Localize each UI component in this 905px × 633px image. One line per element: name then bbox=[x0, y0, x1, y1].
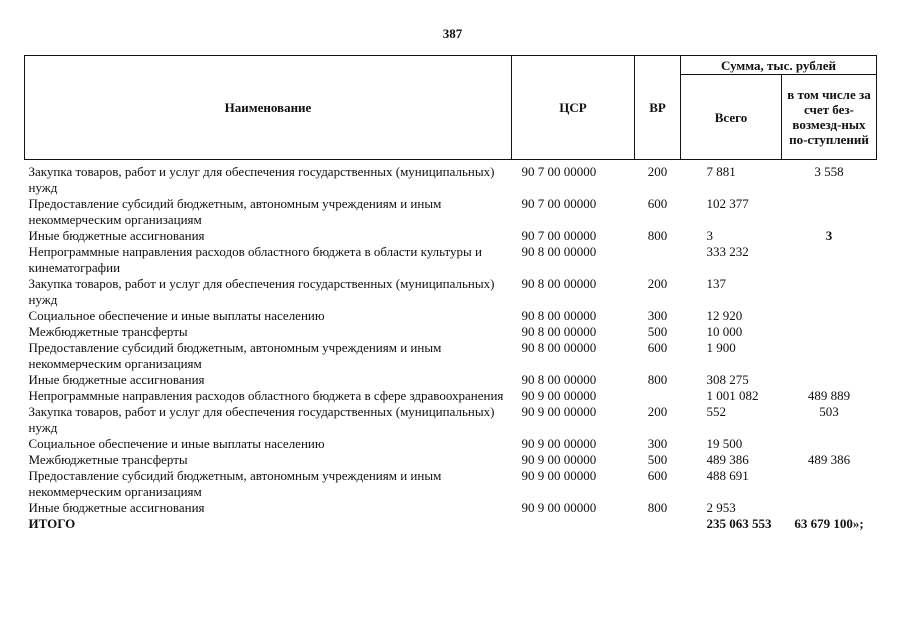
cell-free bbox=[782, 436, 877, 452]
cell-csr: 90 8 00 00000 bbox=[521, 324, 597, 339]
cell-name: Непрограммные направления расходов областного бюджета в области культуры и кинематографии bbox=[28, 244, 482, 275]
cell-name: Иные бюджетные ассигнования bbox=[28, 228, 205, 243]
cell-csr: 90 9 00 00000 bbox=[521, 404, 597, 419]
cell-free: 3 558 bbox=[814, 164, 844, 179]
cell-free bbox=[782, 324, 877, 340]
cell-total: 12 920 bbox=[706, 308, 743, 323]
cell-free: 489 889 bbox=[807, 388, 851, 403]
cell-vr: 200 bbox=[647, 404, 668, 419]
budget-table bbox=[24, 55, 877, 532]
table-row bbox=[25, 340, 877, 372]
table-row bbox=[25, 468, 877, 500]
cell-csr bbox=[512, 516, 635, 532]
cell-total: 1 900 bbox=[706, 340, 736, 355]
table-row bbox=[25, 228, 877, 244]
cell-name: Иные бюджетные ассигнования bbox=[28, 500, 205, 515]
cell-csr: 90 9 00 00000 bbox=[521, 500, 597, 515]
grand-total-label: ИТОГО bbox=[28, 516, 76, 531]
table-row bbox=[25, 452, 877, 468]
cell-name: Закупка товаров, работ и услуг для обеспечения государственных (муниципальных) нужд bbox=[28, 164, 495, 195]
cell-csr: 90 8 00 00000 bbox=[521, 308, 597, 323]
cell-name: Предоставление субсидий бюджетным, автономным учреждениям и иным некоммерческим организациям bbox=[28, 468, 442, 499]
table-row bbox=[25, 276, 877, 308]
cell-csr: 90 8 00 00000 bbox=[521, 276, 597, 291]
cell-total: 333 232 bbox=[706, 244, 749, 259]
cell-free bbox=[782, 372, 877, 388]
table-row bbox=[25, 244, 877, 276]
cell-csr: 90 8 00 00000 bbox=[521, 244, 597, 259]
table-body bbox=[25, 160, 877, 533]
cell-vr: 800 bbox=[647, 372, 668, 387]
cell-name: Непрограммные направления расходов областного бюджета в сфере здравоохранения bbox=[28, 388, 504, 403]
cell-name: Межбюджетные трансферты bbox=[28, 324, 188, 339]
cell-csr: 90 9 00 00000 bbox=[521, 468, 597, 483]
header-incl-free: в том числе за счет без-возмезд-ных по-ступлений bbox=[782, 75, 877, 160]
page-number: 387 bbox=[442, 26, 463, 41]
cell-free: 489 386 bbox=[807, 452, 851, 467]
table-row bbox=[25, 324, 877, 340]
cell-total: 552 bbox=[706, 404, 726, 419]
cell-free bbox=[782, 244, 877, 276]
grand-total-value: 235 063 553 bbox=[706, 516, 772, 531]
grand-total-row bbox=[25, 516, 877, 532]
cell-vr: 200 bbox=[647, 276, 668, 291]
cell-csr: 90 9 00 00000 bbox=[521, 388, 597, 403]
cell-total: 489 386 bbox=[706, 452, 749, 467]
grand-total-free: 63 679 100»; bbox=[794, 516, 864, 531]
cell-name: Закупка товаров, работ и услуг для обеспечения государственных (муниципальных) нужд bbox=[28, 404, 495, 435]
cell-name: Межбюджетные трансферты bbox=[28, 452, 188, 467]
cell-free bbox=[782, 276, 877, 308]
cell-vr: 500 bbox=[647, 452, 668, 467]
cell-csr: 90 8 00 00000 bbox=[521, 372, 597, 387]
cell-total: 2 953 bbox=[706, 500, 736, 515]
cell-free bbox=[782, 500, 877, 516]
header-sum-group: Сумма, тыс. рублей bbox=[681, 56, 877, 75]
cell-total: 102 377 bbox=[706, 196, 749, 211]
cell-csr: 90 7 00 00000 bbox=[521, 228, 597, 243]
cell-vr: 600 bbox=[647, 468, 668, 483]
cell-free bbox=[782, 196, 877, 228]
cell-vr: 200 bbox=[647, 164, 668, 179]
cell-free: 3 bbox=[825, 228, 833, 243]
cell-total: 308 275 bbox=[706, 372, 749, 387]
cell-csr: 90 9 00 00000 bbox=[521, 452, 597, 467]
cell-name: Предоставление субсидий бюджетным, автономным учреждениям и иным некоммерческим организациям bbox=[28, 340, 442, 371]
cell-free bbox=[782, 308, 877, 324]
cell-vr: 300 bbox=[647, 308, 668, 323]
cell-total: 19 500 bbox=[706, 436, 743, 451]
cell-name: Социальное обеспечение и иные выплаты населению bbox=[28, 436, 325, 451]
cell-total: 7 881 bbox=[706, 164, 736, 179]
cell-vr: 600 bbox=[647, 340, 668, 355]
table-row bbox=[25, 308, 877, 324]
cell-csr: 90 9 00 00000 bbox=[521, 436, 597, 451]
cell-name: Иные бюджетные ассигнования bbox=[28, 372, 205, 387]
header-name: Наименование bbox=[25, 56, 512, 160]
cell-vr: 300 bbox=[647, 436, 668, 451]
cell-name: Закупка товаров, работ и услуг для обеспечения государственных (муниципальных) нужд bbox=[28, 276, 495, 307]
table-row bbox=[25, 372, 877, 388]
cell-vr: 800 bbox=[647, 500, 668, 515]
table-row bbox=[25, 500, 877, 516]
cell-vr: 500 bbox=[647, 324, 668, 339]
cell-free: 503 bbox=[819, 404, 839, 419]
cell-total: 137 bbox=[706, 276, 726, 291]
table-row bbox=[25, 388, 877, 404]
cell-csr: 90 7 00 00000 bbox=[521, 164, 597, 179]
cell-vr: 600 bbox=[647, 196, 668, 211]
table-row bbox=[25, 160, 877, 197]
cell-vr bbox=[635, 388, 681, 404]
cell-free bbox=[782, 340, 877, 372]
cell-vr: 800 bbox=[647, 228, 668, 243]
cell-free bbox=[782, 468, 877, 500]
cell-vr bbox=[635, 244, 681, 276]
cell-total: 488 691 bbox=[706, 468, 749, 483]
table-row bbox=[25, 436, 877, 452]
header-vr: ВР bbox=[635, 56, 681, 160]
table-row bbox=[25, 196, 877, 228]
cell-vr bbox=[635, 516, 681, 532]
cell-csr: 90 7 00 00000 bbox=[521, 196, 597, 211]
cell-total: 3 bbox=[706, 228, 713, 243]
header-csr: ЦСР bbox=[512, 56, 635, 160]
table-row bbox=[25, 404, 877, 436]
cell-total: 10 000 bbox=[706, 324, 743, 339]
cell-total: 1 001 082 bbox=[706, 388, 759, 403]
cell-name: Предоставление субсидий бюджетным, автономным учреждениям и иным некоммерческим организациям bbox=[28, 196, 442, 227]
header-total: Всего bbox=[681, 75, 782, 160]
cell-name: Социальное обеспечение и иные выплаты населению bbox=[28, 308, 325, 323]
cell-csr: 90 8 00 00000 bbox=[521, 340, 597, 355]
